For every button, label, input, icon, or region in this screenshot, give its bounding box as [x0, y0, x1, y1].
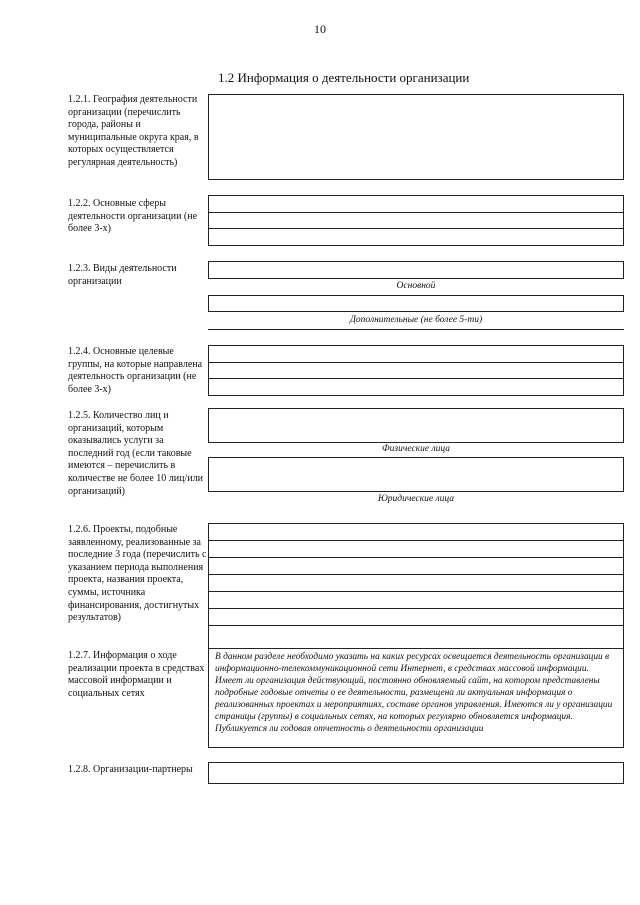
project-row-2[interactable]: [209, 541, 623, 558]
label-activity-areas: 1.2.2. Основные сферы деятельности организации (не более 3-х): [68, 198, 198, 235]
project-row-1[interactable]: [209, 524, 623, 541]
target-group-row-1[interactable]: [209, 346, 623, 363]
divider-line: [208, 329, 624, 330]
activity-area-row-1[interactable]: [209, 196, 623, 213]
caption-individuals: Физические лица: [382, 444, 450, 454]
target-groups-table: [208, 345, 624, 396]
past-projects-table: [208, 523, 624, 649]
caption-legal-entities: Юридические лица: [378, 494, 454, 504]
media-coverage-instructions: В данном разделе необходимо указать на каких ресурсах освещается деятельность организации в информационно-телекоммуникационной сети Интернет, в средствах массовой информации. Имеет ли организация действующий, постоянно обновляемый сайт, на котором представлены подробные годовые отчеты о ее деятельности, размещена ли актуальная информация о реализованных проектах и мероприятиях, составе органов управления. Имеются ли у организации страницы (группы) в социальных сетях, на которых регулярно обновляется информация. Публикуется ли годовая отчетность о деятельности организации: [215, 652, 613, 734]
project-row-5[interactable]: [209, 592, 623, 609]
activity-area-row-3[interactable]: [209, 229, 623, 245]
label-past-projects: 1.2.6. Проекты, подобные заявленному, реализованные за последние 3 года (перечислить с указанием периода выполнения проекта, названия проекта, суммы, источника финансирования, достигнутых результатов): [68, 524, 207, 624]
label-target-groups: 1.2.4. Основные целевые группы, на которые направлена деятельность организации (не более 3-х): [68, 346, 203, 395]
label-beneficiaries: 1.2.5. Количество лиц и организаций, которым оказывались услуги за последний год (если таковые имеются – перечислить в количестве не более 10 лиц/или организаций): [68, 410, 203, 497]
label-geography: 1.2.1. География деятельности организации (перечислить города, районы и муниципальные округа края, в которых осуществляется регулярная деятельность): [68, 94, 199, 168]
label-media-coverage: 1.2.7. Информация о ходе реализации проекта в средствах массовой информации и социальных сетях: [68, 650, 205, 699]
legal-entities-field[interactable]: [208, 457, 624, 492]
target-group-row-2[interactable]: [209, 363, 623, 379]
target-group-row-3[interactable]: [209, 379, 623, 395]
project-row-7[interactable]: [209, 626, 623, 648]
caption-additional-activity: Дополнительные (не более 5-ти): [349, 315, 483, 325]
project-row-6[interactable]: [209, 609, 623, 626]
section-title: 1.2 Информация о деятельности организации: [218, 70, 470, 85]
geography-field[interactable]: [208, 94, 624, 180]
activity-areas-table: [208, 195, 624, 246]
project-row-3[interactable]: [209, 558, 623, 575]
project-row-4[interactable]: [209, 575, 623, 592]
page-number: 10: [314, 22, 326, 36]
individuals-field[interactable]: [208, 408, 624, 443]
caption-main-activity: Основной: [396, 281, 436, 291]
partners-field[interactable]: [208, 762, 624, 784]
label-activity-types: 1.2.3. Виды деятельности организации: [68, 263, 177, 287]
additional-activity-field[interactable]: [208, 295, 624, 312]
activity-area-row-2[interactable]: [209, 213, 623, 229]
media-coverage-field[interactable]: [208, 648, 624, 748]
main-activity-field[interactable]: [208, 261, 624, 279]
label-partners: 1.2.8. Организации-партнеры: [68, 764, 193, 775]
